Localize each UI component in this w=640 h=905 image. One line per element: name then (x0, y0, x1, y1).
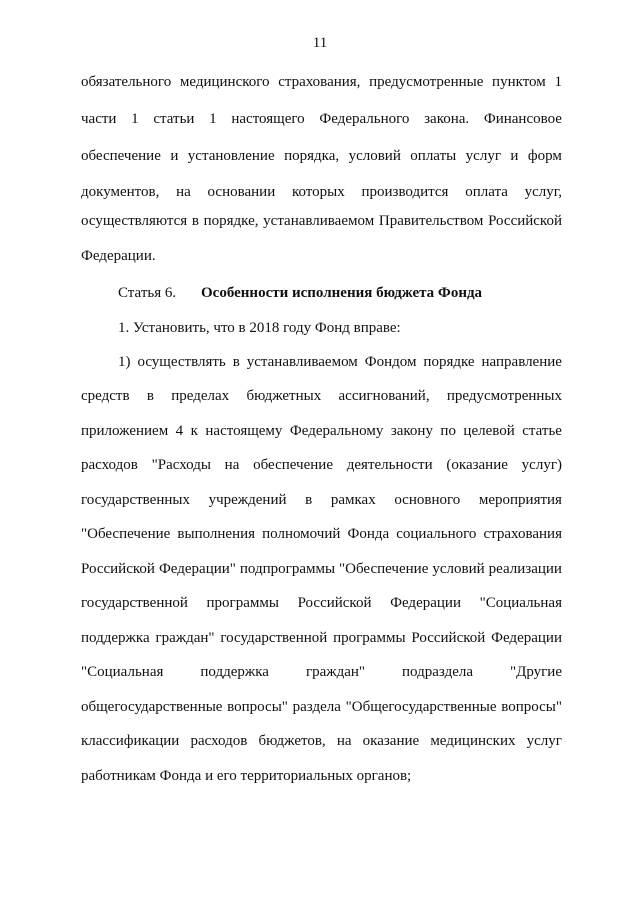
word: на (336, 733, 352, 749)
word: "Обеспечение (339, 561, 429, 577)
word: закона. (424, 111, 470, 127)
word: "Социальная (81, 664, 164, 680)
paragraph-line (81, 182, 562, 202)
word: Российской (297, 595, 372, 611)
word: медицинских (430, 733, 516, 749)
article-title: Особенности исполнения бюджета Фонда (201, 285, 483, 301)
word: обеспечение (81, 148, 161, 164)
word: в (232, 354, 240, 370)
word: 1 (554, 74, 562, 90)
word: Российской (488, 213, 562, 229)
word: услуг (465, 148, 501, 164)
word: подпрограммы (239, 561, 336, 577)
word: пунктом (492, 74, 546, 90)
paragraph-line (81, 697, 562, 717)
word: поддержка (81, 630, 150, 646)
word: бюджетов, (258, 733, 326, 749)
word: предусмотренных (446, 388, 562, 404)
word: граждан" (305, 664, 366, 680)
word: предусмотренные (369, 74, 484, 90)
word: целевой (463, 423, 515, 439)
word: оплаты (410, 148, 457, 164)
word: государственной (81, 595, 188, 611)
word: 1 (209, 111, 217, 127)
word: Фондом (364, 354, 417, 370)
word: выполнения (177, 526, 256, 542)
word: полномочий (262, 526, 341, 542)
word: порядке (423, 354, 475, 370)
paragraph-line (81, 455, 562, 475)
word: 1 (131, 111, 139, 127)
word: закону (390, 423, 433, 439)
word: на (176, 184, 191, 200)
article-number: Статья 6. (118, 285, 177, 301)
word: установление (187, 148, 275, 164)
word: основного (394, 492, 461, 508)
word: услуг (526, 733, 562, 749)
word: Фонда (347, 526, 390, 542)
word: поддержка (200, 664, 269, 680)
word: расходов (190, 733, 248, 749)
word: Правительством (378, 213, 484, 229)
word: программы (333, 630, 406, 646)
paragraph-line (81, 146, 562, 166)
word: 1) (118, 354, 131, 370)
paragraph-line (81, 490, 562, 510)
word: документов, (81, 184, 160, 200)
word: рамках (330, 492, 376, 508)
word: порядке, (203, 213, 259, 229)
word: деятельности (346, 457, 433, 473)
word: государственной (220, 630, 328, 646)
word: и (170, 148, 179, 164)
paragraph-line (81, 109, 562, 129)
word: "Расходы (151, 457, 211, 473)
word: услуг) (521, 457, 562, 473)
word: на (224, 457, 240, 473)
word: классификации (81, 733, 180, 749)
word: медицинского (179, 74, 270, 90)
paragraph-line (118, 352, 562, 372)
paragraph-line (81, 386, 562, 406)
word: устанавливаемом (263, 213, 375, 229)
word: оказание (362, 733, 420, 749)
word: Российской (81, 561, 155, 577)
word: вопросы" (501, 699, 562, 715)
word: осуществлять (137, 354, 226, 370)
word: статье (522, 423, 562, 439)
word: Российской (411, 630, 486, 646)
word: мероприятия (478, 492, 562, 508)
word: пределах (171, 388, 230, 404)
word: общегосударственные (81, 699, 223, 715)
word: порядка, (284, 148, 340, 164)
word: Федерального (319, 111, 410, 127)
word: направление (481, 354, 562, 370)
word: Финансовое (483, 111, 562, 127)
word: "Общегосударственные (345, 699, 497, 715)
paragraph-line (81, 731, 562, 751)
word: настоящему (205, 423, 283, 439)
word: Федерации" (158, 561, 236, 577)
word: статьи (153, 111, 195, 127)
paragraph-line (81, 211, 562, 231)
word: бюджетных (246, 388, 322, 404)
word: подраздела (402, 664, 474, 680)
word: и (510, 148, 519, 164)
word: (оказание (446, 457, 508, 473)
word: условий (348, 148, 401, 164)
page-number: 11 (312, 35, 328, 51)
paragraph-line (81, 662, 562, 682)
paragraph-line: 1. Установить, что в 2018 году Фонд вправе: (118, 320, 401, 336)
word: "Социальная (479, 595, 562, 611)
word: реализации (488, 561, 562, 577)
word: части (81, 111, 117, 127)
word: в (191, 213, 199, 229)
paragraph-line (81, 559, 562, 579)
word: условий (432, 561, 485, 577)
word: Федерации (390, 595, 461, 611)
word: Федерации (491, 630, 562, 646)
word: раздела (292, 699, 341, 715)
word: социального (396, 526, 477, 542)
word: в (305, 492, 313, 508)
paragraph-line (81, 593, 562, 613)
word: в (146, 388, 154, 404)
word: страхования (483, 526, 562, 542)
word: производится (361, 184, 449, 200)
word: устанавливаемом (246, 354, 358, 370)
paragraph-line (81, 524, 562, 544)
word: форм (527, 148, 562, 164)
paragraph-line: Федерации. (81, 248, 156, 264)
word: "Другие (509, 664, 562, 680)
word: оплата (465, 184, 508, 200)
word: страхования, (278, 74, 361, 90)
word: расходов (81, 457, 138, 473)
word: ассигнований, (338, 388, 430, 404)
word: учреждений (208, 492, 287, 508)
word: обязательного (81, 74, 172, 90)
word: по (440, 423, 456, 439)
word: 4 (175, 423, 184, 439)
paragraph-line (81, 421, 562, 441)
word: программы (206, 595, 279, 611)
word: вопросы" (227, 699, 288, 715)
word: к (190, 423, 198, 439)
word: Федеральному (289, 423, 384, 439)
word: услуг, (524, 184, 562, 200)
word: обеспечение (253, 457, 333, 473)
word: средств (81, 388, 130, 404)
word: настоящего (231, 111, 305, 127)
paragraph-line (81, 628, 562, 648)
word: граждан" (155, 630, 215, 646)
word: основании (207, 184, 276, 200)
word: осуществляются (81, 213, 188, 229)
word: "Обеспечение (81, 526, 171, 542)
paragraph-line: работникам Фонда и его территориальных органов; (81, 768, 412, 784)
word: государственных (81, 492, 190, 508)
word: которых (291, 184, 345, 200)
paragraph-line (81, 72, 562, 92)
word: приложением (81, 423, 169, 439)
